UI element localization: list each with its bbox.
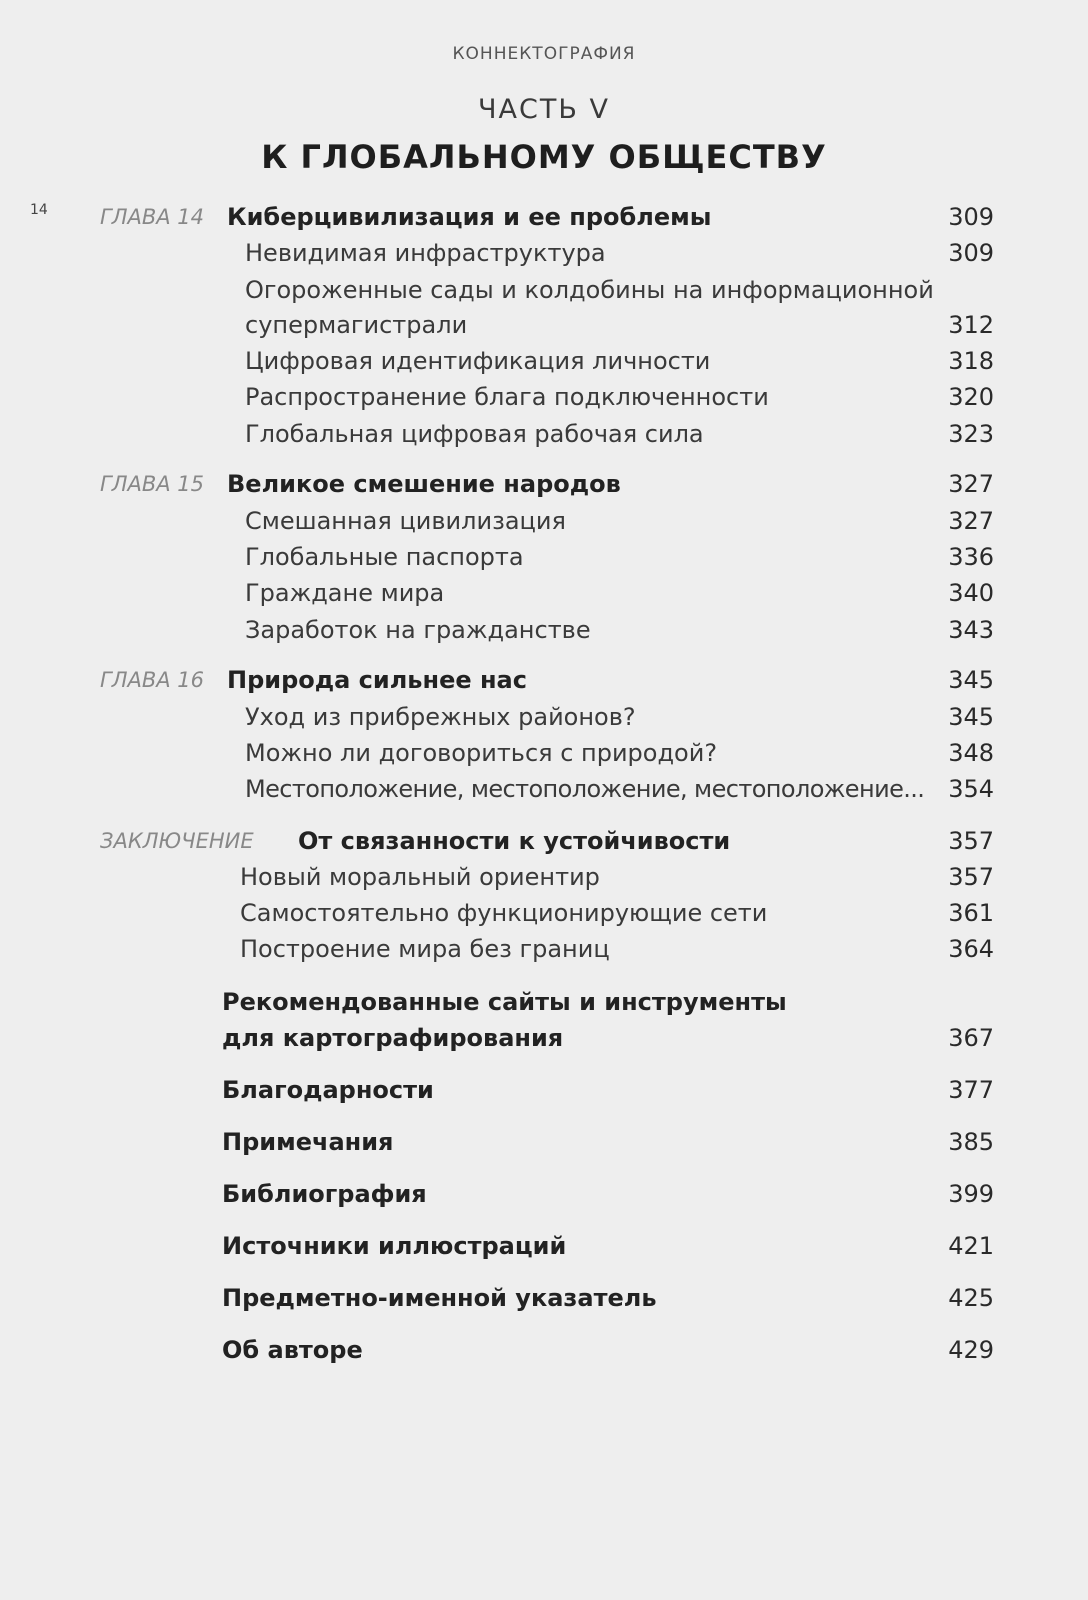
toc-chapter-row[interactable] xyxy=(0,825,1088,857)
chapter-title: Великое смешение народов xyxy=(227,470,621,498)
section-title: Глобальные паспорта xyxy=(245,543,524,571)
part-label: ЧАСТЬ V xyxy=(478,94,610,125)
backmatter-title: Предметно-именной указатель xyxy=(222,1284,657,1312)
section-page: 327 xyxy=(948,507,994,535)
chapter-title: От связанности к устойчивости xyxy=(298,827,731,855)
toc-section-row[interactable] xyxy=(0,345,1088,377)
backmatter-page: 385 xyxy=(948,1128,994,1156)
section-title: Местоположение, местоположение, местоположение... xyxy=(245,775,925,803)
backmatter-page: 421 xyxy=(948,1232,994,1260)
section-page: 361 xyxy=(948,899,994,927)
chapter-label: ЗАКЛЮЧЕНИЕ xyxy=(100,829,254,853)
toc-section-row[interactable] xyxy=(0,614,1088,646)
chapter-title: Природа сильнее нас xyxy=(227,666,527,694)
toc-backmatter-row[interactable] xyxy=(0,1282,1088,1314)
chapter-page: 309 xyxy=(948,203,994,231)
toc-section-row[interactable] xyxy=(0,505,1088,537)
section-title: Самостоятельно функционирующие сети xyxy=(240,899,768,927)
section-page: 320 xyxy=(948,383,994,411)
section-title: супермагистрали xyxy=(245,311,468,339)
toc-backmatter-row[interactable] xyxy=(0,1126,1088,1158)
section-title: Глобальная цифровая рабочая сила xyxy=(245,420,704,448)
section-page: 309 xyxy=(948,239,994,267)
toc-section-row[interactable] xyxy=(0,577,1088,609)
section-page: 323 xyxy=(948,420,994,448)
part-title: К ГЛОБАЛЬНОМУ ОБЩЕСТВУ xyxy=(261,138,827,176)
backmatter-title: Об авторе xyxy=(222,1336,363,1364)
toc-section-row[interactable] xyxy=(0,773,1088,805)
backmatter-title: Библиография xyxy=(222,1180,427,1208)
toc-section-row[interactable] xyxy=(0,737,1088,769)
backmatter-page: 429 xyxy=(948,1336,994,1364)
page-number: 14 xyxy=(30,202,48,218)
toc-section-row[interactable] xyxy=(0,897,1088,929)
toc-section-row[interactable] xyxy=(0,274,1088,306)
toc-section-row[interactable] xyxy=(0,418,1088,450)
chapter-page: 345 xyxy=(948,666,994,694)
toc-chapter-row[interactable] xyxy=(0,664,1088,696)
section-page: 340 xyxy=(948,579,994,607)
backmatter-page: 425 xyxy=(948,1284,994,1312)
toc-chapter-row[interactable] xyxy=(0,468,1088,500)
toc-backmatter-row[interactable] xyxy=(0,986,1088,1018)
backmatter-page: 377 xyxy=(948,1076,994,1104)
section-title: Смешанная цивилизация xyxy=(245,507,566,535)
chapter-page: 327 xyxy=(948,470,994,498)
section-title: Цифровая идентификация личности xyxy=(245,347,711,375)
section-title: Новый моральный ориентир xyxy=(240,863,600,891)
section-title: Заработок на гражданстве xyxy=(245,616,591,644)
section-page: 336 xyxy=(948,543,994,571)
toc-section-row[interactable] xyxy=(0,861,1088,893)
section-page: 343 xyxy=(948,616,994,644)
toc-backmatter-row[interactable] xyxy=(0,1074,1088,1106)
running-head: КОННЕКТОГРАФИЯ xyxy=(452,44,636,64)
backmatter-title: Источники иллюстраций xyxy=(222,1232,567,1260)
toc-backmatter-row[interactable] xyxy=(0,1178,1088,1210)
toc-chapter-row[interactable] xyxy=(0,201,1088,233)
section-title: Уход из прибрежных районов? xyxy=(245,703,636,731)
toc-section-row[interactable] xyxy=(0,237,1088,269)
backmatter-title-line1: Рекомендованные сайты и инструменты xyxy=(222,988,787,1016)
section-page: 354 xyxy=(948,775,994,803)
chapter-label: ГЛАВА 15 xyxy=(100,472,205,496)
toc-section-row[interactable] xyxy=(0,933,1088,965)
toc-backmatter-row[interactable] xyxy=(0,1230,1088,1262)
chapter-page: 357 xyxy=(948,827,994,855)
backmatter-title: Примечания xyxy=(222,1128,394,1156)
backmatter-title: Благодарности xyxy=(222,1076,434,1104)
toc-backmatter-row[interactable] xyxy=(0,1334,1088,1366)
backmatter-page: 367 xyxy=(948,1024,994,1052)
toc-backmatter-row-cont[interactable] xyxy=(0,1022,1088,1054)
section-title-line1: Огороженные сады и колдобины на информационной xyxy=(245,276,934,304)
section-page: 348 xyxy=(948,739,994,767)
backmatter-page: 399 xyxy=(948,1180,994,1208)
toc-section-row[interactable] xyxy=(0,541,1088,573)
chapter-label: ГЛАВА 14 xyxy=(100,205,205,229)
section-title: Распространение блага подключенности xyxy=(245,383,769,411)
chapter-label: ГЛАВА 16 xyxy=(100,668,205,692)
section-page: 318 xyxy=(948,347,994,375)
section-page: 312 xyxy=(948,311,994,339)
section-page: 364 xyxy=(948,935,994,963)
backmatter-title: для картографирования xyxy=(222,1024,564,1052)
section-title: Построение мира без границ xyxy=(240,935,610,963)
section-title: Можно ли договориться с природой? xyxy=(245,739,718,767)
toc-section-row[interactable] xyxy=(0,381,1088,413)
section-page: 357 xyxy=(948,863,994,891)
section-title: Граждане мира xyxy=(245,579,445,607)
toc-section-row-cont[interactable] xyxy=(0,309,1088,341)
section-title: Невидимая инфраструктура xyxy=(245,239,606,267)
section-page: 345 xyxy=(948,703,994,731)
chapter-title: Киберцивилизация и ее проблемы xyxy=(227,203,712,231)
toc-section-row[interactable] xyxy=(0,701,1088,733)
